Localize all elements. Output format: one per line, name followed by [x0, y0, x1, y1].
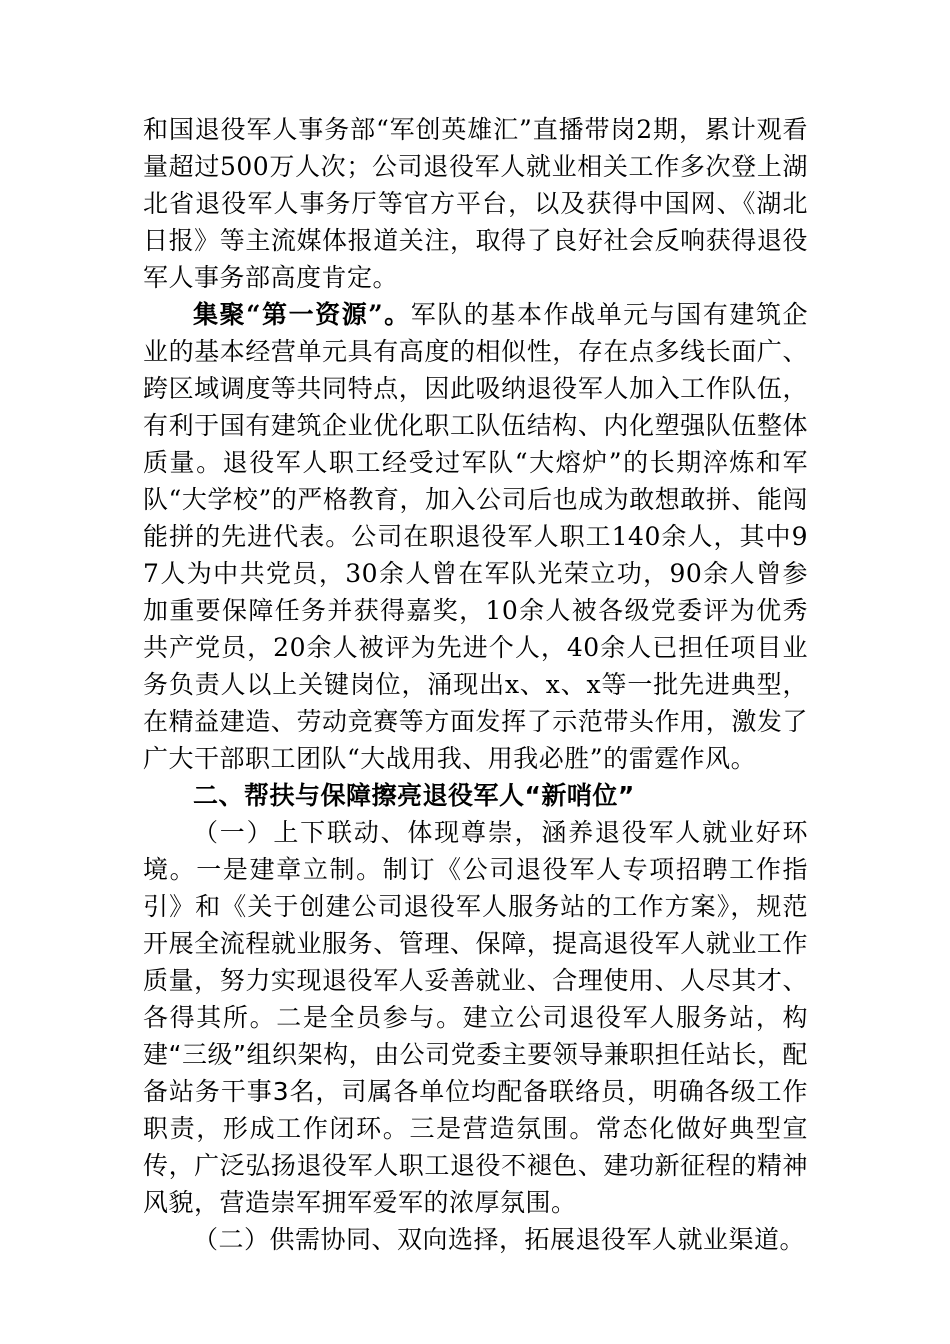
paragraph-first-resource [143, 296, 808, 777]
paragraph-subsection-2: （二）供需协同、双向选择，拓展退役军人就业渠道。 [193, 1225, 806, 1254]
paragraph-first-resource-body: 军队的基本作战单元与国有建筑企业的基本经营单元具有高度的相似性，存在点多线长面广、跨区域调度等共同特点，因此吸纳退役军人加入工作队伍，有利于国有建筑企业优化职工队伍结构、内化塑强队伍整体质量。退役军人职工经受过军队“大熔炉”的长期淬炼和军队“大学校”的严格教育，加入公司后也成为敢想敢拼、能闯能拼的先进代表。公司在职退役军人职工140余人，其中97人为中共党员，30余人曾在军队光荣立功，90余人曾参加重要保障任务并获得嘉奖，10余人被各级党委评为优秀共产党员，20余人被评为先进个人，40余人已担任项目业务负责人以上关键岗位，涌现出x、x、x等一批先进典型，在精益建造、劳动竞赛等方面发挥了示范带头作用，激发了广大干部职工团队“大战用我、用我必胜”的雷霆作风。 [143, 300, 808, 773]
paragraph-lead-phrase: 集聚“第一资源”。 [193, 300, 411, 329]
section-heading-2: 二、帮扶与保障擦亮退役军人“新哨位” [193, 781, 635, 810]
paragraph-subsection-1: （一）上下联动、体现尊崇，涵养退役军人就业好环境。一是建章立制。制订《公司退役军人专项招聘工作指引》和《关于创建公司退役军人服务站的工作方案》，规范开展全流程就业服务、管理、保障，提高退役军人就业工作质量，努力实现退役军人妥善就业、合理使用、人尽其才、各得其所。二是全员参与。建立公司退役军人服务站，构建“三级”组织架构，由公司党委主要领导兼职担任站长，配备站务干事3名，司属各单位均配备联络员，明确各级工作职责，形成工作闭环。三是营造氛围。常态化做好典型宣传，广泛弘扬退役军人职工退役不褪色、建功新征程的精神风貌，营造崇军拥军爱军的浓厚氛围。 [143, 818, 808, 1217]
paragraph-media-coverage: 和国退役军人事务部“军创英雄汇”直播带岗2期，累计观看量超过500万人次；公司退役军人就业相关工作多次登上湖北省退役军人事务厅等官方平台，以及获得中国网、《湖北日报》等主流媒体报道关注，取得了良好社会反响获得退役军人事务部高度肯定。 [143, 115, 808, 292]
document-body [143, 111, 808, 1258]
